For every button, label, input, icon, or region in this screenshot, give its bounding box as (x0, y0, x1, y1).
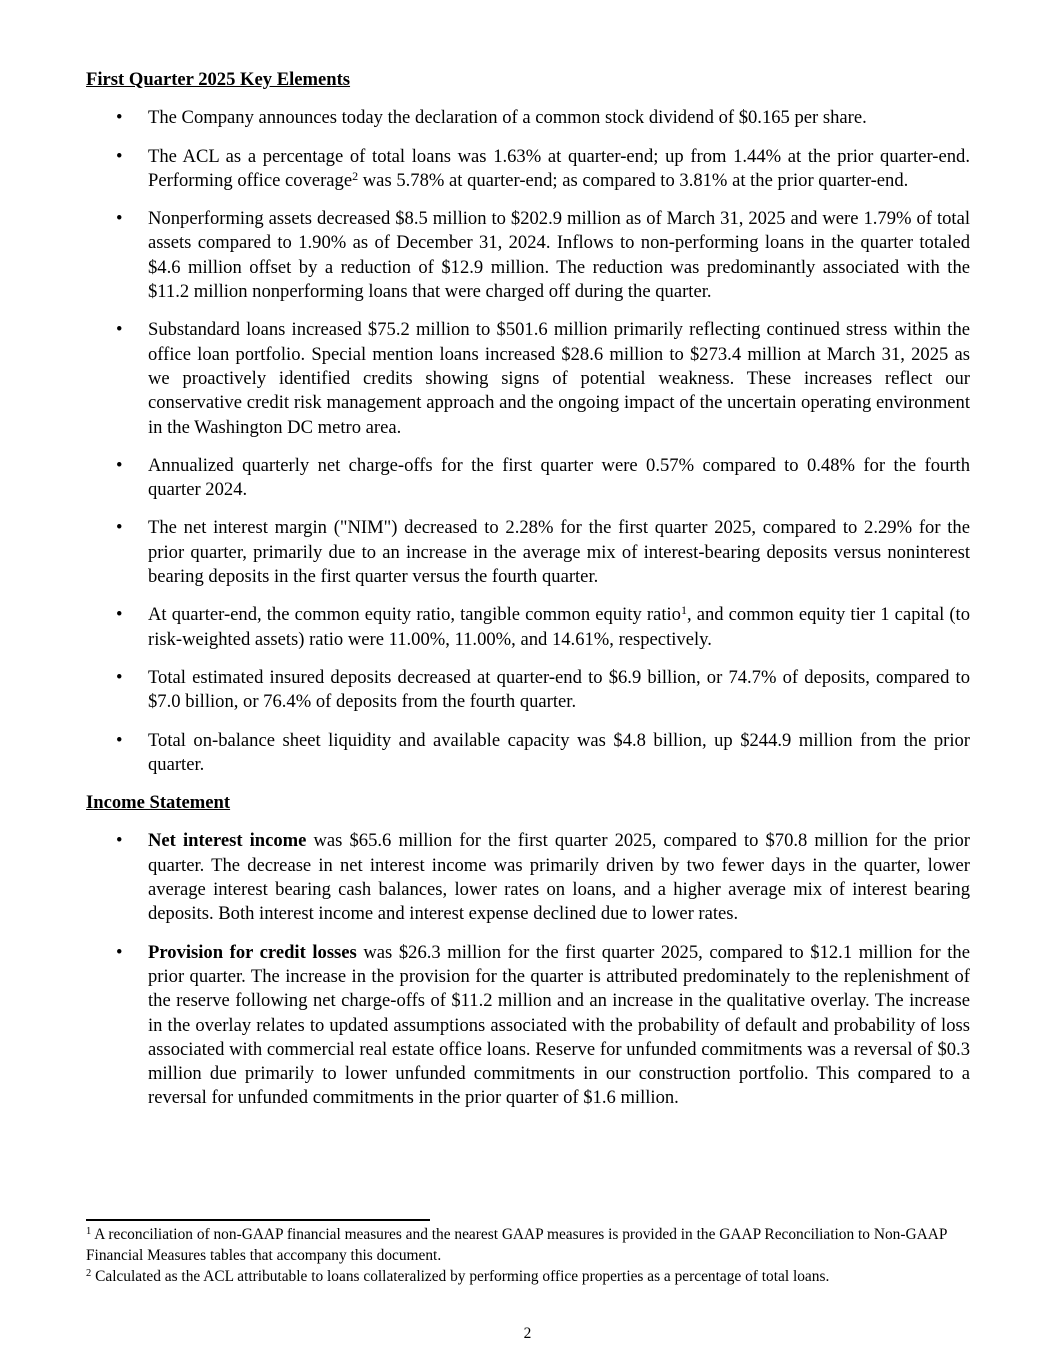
bullet-text: was $26.3 million for the first quarter 2025, compared to $12.1 million for the prior quarter. The increase in the provision for the quarter is attributed predominately to the replenishment of the reserve following net charge-offs of $11.2 million and an increase in the qualitative overlay. The increase in the overlay relates to updated assumptions associated with the probability of default and probability of loss associated with commercial real estate office loans. Reserve for unfunded commitments was a reversal of $0.3 million due primarily to lower unfunded commitments in our construction portfolio. This compared to a reversal for unfunded commitments in the prior quarter of $1.6 million. (148, 941, 970, 1109)
bullet-icon: • (116, 319, 123, 341)
document-page (86, 68, 970, 1125)
bullet-text: Annualized quarterly net charge-offs for the first quarter were 0.57% compared to 0.48% for the fourth quarter 2024. (148, 454, 970, 501)
footnote-divider (86, 1219, 430, 1221)
bullet-text: The ACL as a percentage of total loans was 1.63% at quarter-end; up from 1.44% at the prior quarter-end. Performing office coverage (148, 145, 970, 191)
footnote-text: A reconciliation of non-GAAP financial measures and the nearest GAAP measures is provided in the GAAP Reconciliation to Non-GAAP Financial Measures tables that accompany this document. (86, 1226, 947, 1264)
footnotes (86, 1224, 976, 1287)
bullet-text-continued: was 5.78% at quarter-end; as compared to 3.81% at the prior quarter-end. (358, 169, 909, 191)
section-heading-key-elements: First Quarter 2025 Key Elements (86, 69, 351, 90)
bullet-item (86, 729, 970, 778)
page-number: 2 (523, 1325, 532, 1342)
bullet-text: Substandard loans increased $75.2 million to $501.6 million primarily reflecting continued stress within the office loan portfolio. Special mention loans increased $28.6 million to $273.4 million at March 31, 2025 as we proactively identified credits showing signs of potential weakness. These increases reflect our conservative credit risk management approach and the ongoing impact of the uncertain operating environment in the Washington DC metro area. (148, 319, 970, 438)
key-elements-list (86, 106, 970, 777)
section-heading-income-statement: Income Statement (86, 792, 231, 814)
bullet-item (86, 454, 970, 503)
bullet-icon: • (116, 941, 123, 963)
bullet-text: Nonperforming assets decreased $8.5 million to $202.9 million as of March 31, 2025 and were 1.79% of total assets compared to 1.90% as of December 31, 2024. Inflows to non-performing loans in the quarter totaled $4.6 million offset by a reduction of $12.9 million. The reduction was predominantly associated with the $11.2 million nonperforming loans that were charged off during the quarter. (148, 208, 970, 303)
bullet-item (86, 318, 970, 439)
bullet-item (86, 941, 970, 1111)
bullet-text: Total on-balance sheet liquidity and available capacity was $4.8 billion, up $244.9 million from the prior quarter. (148, 729, 970, 775)
income-statement-list (86, 829, 970, 1110)
footnote-reference: 1 (680, 603, 687, 618)
bullet-item (86, 603, 970, 652)
footnote-text: Calculated as the ACL attributable to loans collateralized by performing office properties as a percentage of total loans. (91, 1268, 830, 1285)
bullet-bold-lead: Net interest income (148, 830, 307, 852)
bullet-icon: • (116, 208, 123, 230)
bullet-item (86, 145, 970, 194)
bullet-text: At quarter-end, the common equity ratio, tangible common equity ratio (148, 604, 681, 626)
bullet-icon: • (116, 107, 123, 129)
bullet-icon: • (116, 517, 123, 539)
bullet-item (86, 207, 970, 304)
bullet-icon: • (116, 729, 123, 751)
bullet-item (86, 516, 970, 589)
bullet-text: The net interest margin ("NIM") decreased to 2.28% for the first quarter 2025, compared to 2.29% for the prior quarter, primarily due to an increase in the average mix of interest-bearing deposits versus noninterest bearing deposits in the first quarter versus the fourth quarter. (148, 517, 970, 588)
bullet-item (86, 829, 970, 926)
footnote-mark: 1 (86, 1226, 92, 1237)
bullet-icon: • (116, 830, 123, 852)
bullet-text: The Company announces today the declaration of a common stock dividend of $0.165 per share. (148, 107, 867, 129)
bullet-icon: • (116, 145, 123, 167)
bullet-bold-lead: Provision for credit losses (148, 941, 357, 963)
footnote-2 (86, 1266, 976, 1287)
footnote-reference: 2 (352, 168, 359, 183)
bullet-item (86, 666, 970, 715)
bullet-icon: • (116, 454, 123, 476)
bullet-icon: • (116, 666, 123, 688)
bullet-text-continued: , and common equity tier 1 capital (to risk-weighted assets) ratio were 11.00%, 11.00%, and 14.61%, respectively. (148, 604, 970, 650)
bullet-item (86, 106, 970, 130)
bullet-icon: • (116, 604, 123, 626)
bullet-text: Total estimated insured deposits decreased at quarter-end to $6.9 billion, or 74.7% of deposits, compared to $7.0 billion, or 76.4% of deposits from the fourth quarter. (148, 666, 970, 713)
footnote-mark: 2 (86, 1268, 92, 1279)
footnote-1 (86, 1224, 976, 1266)
bullet-text: was $65.6 million for the first quarter 2025, compared to $70.8 million for the prior quarter. The decrease in net interest income was primarily driven by two fewer days in the quarter, lower average interest bearing cash balances, lower rates on loans, and a higher average mix of interest bearing deposits. Both interest income and interest expense declined due to lower rates. (148, 830, 970, 925)
